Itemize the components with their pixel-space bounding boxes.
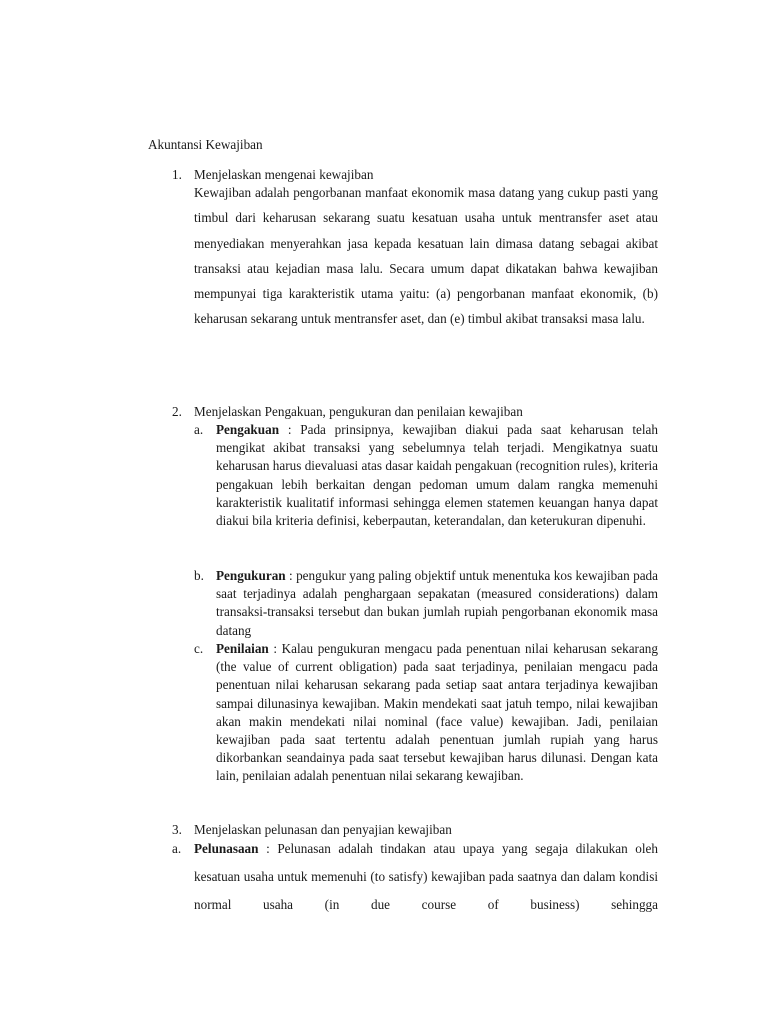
subitem-text bbox=[216, 421, 658, 530]
section-heading: Menjelaskan Pengakuan, pengukuran dan penilaian kewajiban bbox=[194, 404, 523, 419]
subitem-desc: : Pelunasan adalah tindakan atau upaya yang segaja dilakukan oleh kesatuan usaha untuk memenuhi (to satisfy) kewajiban pada saatnya dan dalam kondisi normal usaha (in due course of business) sehingga bbox=[194, 841, 658, 912]
subitem-term: Pelunasaan bbox=[194, 841, 259, 856]
subitem-letter: a. bbox=[172, 841, 182, 856]
subitem-text bbox=[216, 567, 658, 640]
section-heading: Menjelaskan pelunasan dan penyajian kewajiban bbox=[194, 822, 452, 837]
subitem-text bbox=[216, 640, 658, 786]
section-number: 1. bbox=[172, 167, 182, 182]
subitem-letter: a. bbox=[194, 422, 204, 437]
subitem-term: Pengukuran bbox=[216, 568, 286, 583]
section-number: 2. bbox=[172, 404, 182, 419]
subitem-letter: c. bbox=[194, 641, 204, 656]
subitem-letter: b. bbox=[194, 568, 204, 583]
subitem-desc: : Kalau pengukuran mengacu pada penentuan nilai keharusan sekarang (the value of current obligation) pada saat terjadinya, penilaian mengacu pada penentuan nilai keharusan sekarang pada setiap saat antara terjadinya kewajiban sampai dilunasinya kewajiban. Makin mendekati saat jatuh tempo, nilai kewajiban akan makin mendekati nilai nominal (face value) kewajiban. Jadi, penilaian kewajiban pada saat tertentu adalah penentuan jumlah rupiah yang harus dikorbankan seandainya pada saat tersebut kewajiban harus dilunasi. Dengan kata lain, penilaian adalah penentuan nilai sekarang kewajiban. bbox=[216, 641, 658, 784]
subitem-desc: : Pada prinsipnya, kewajiban diakui pada saat keharusan telah mengikat akibat transaksi yang sebelumnya telah terjadi. Mengikatnya suatu keharusan harus dievaluasi atas dasar kaidah pengakuan (recognition rules), kriteria pengakuan lebih berkaitan dengan pedoman umum dalam rangka memenuhi karakteristik kualitatif informasi sehingga elemen statemen keuangan hanya dapat diakui bila kriteria definisi, keberpautan, keterandalan, dan keterukuran dipenuhi. bbox=[216, 422, 658, 529]
section-number: 3. bbox=[172, 822, 182, 837]
document-title: Akuntansi Kewajiban bbox=[148, 137, 263, 152]
section-heading: Menjelaskan mengenai kewajiban bbox=[194, 167, 374, 182]
subitem-desc: : pengukur yang paling objektif untuk menentuka kos kewajiban pada saat terjadinya adalah penghargaan sepakatan (measured considerations) dalam transaksi-transaksi tersebut dan bukan jumlah rupiah pengorbanan ekonomik masa datang bbox=[216, 568, 658, 638]
subitem-text bbox=[194, 835, 658, 919]
subitem-term: Pengakuan bbox=[216, 422, 280, 437]
section-body: Kewajiban adalah pengorbanan manfaat ekonomik masa datang yang cukup pasti yang timbul dari keharusan sekarang suatu kesatuan usaha untuk mentransfer aset atau menyediakan menyerahkan jasa kepada kesatuan lain dimasa datang sebagai akibat transaksi atau kejadian masa lalu. Secara umum dapat dikatakan bahwa kewajiban mempunyai tiga karakteristik utama yaitu: (a) pengorbanan manfaat ekonomik, (b) keharusan sekarang untuk mentransfer aset, dan (e) timbul akibat transaksi masa lalu. bbox=[194, 185, 658, 327]
subitem-term: Penilaian bbox=[216, 641, 269, 656]
